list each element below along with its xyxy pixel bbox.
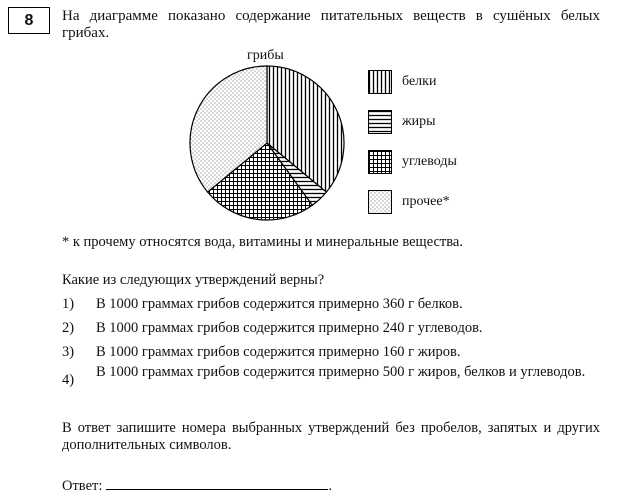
task-number: 8 [8, 7, 50, 34]
option-number: 2) [62, 320, 75, 336]
legend-item [368, 150, 457, 174]
legend-label: прочее* [402, 194, 450, 209]
instruction-text: В ответ запишите номера выбранных утверждений без пробелов, запятых и других дополнительных символов. [62, 420, 600, 453]
legend-label: углеводы [402, 154, 457, 169]
answer-row [62, 477, 332, 495]
option-text: В 1000 граммах грибов содержится примерно 240 г углеводов. [96, 320, 483, 336]
legend-label: белки [402, 74, 437, 89]
option-number: 1) [62, 296, 75, 312]
answer-label: Ответ: [62, 478, 103, 494]
chart-title: грибы [247, 48, 284, 63]
intro-text: На диаграмме показано содержание питательных веществ в сушёных белых грибах. [62, 8, 600, 41]
answer-suffix: . [328, 478, 332, 494]
chart-legend [368, 66, 508, 226]
option-number: 4) [62, 372, 75, 388]
legend-item [368, 190, 450, 214]
option-number: 3) [62, 344, 75, 360]
answer-field[interactable] [106, 477, 328, 490]
option-text: В 1000 граммах грибов содержится примерно 500 г жиров, белков и углеводов. [96, 364, 586, 380]
legend-item [368, 110, 436, 134]
option-text: В 1000 граммах грибов содержится примерно 360 г белков. [96, 296, 463, 312]
footnote: * к прочему относятся вода, витамины и минеральные вещества. [62, 234, 463, 250]
option-text: В 1000 граммах грибов содержится примерно 160 г жиров. [96, 344, 461, 360]
legend-swatch [368, 150, 392, 174]
legend-swatch [368, 190, 392, 214]
legend-swatch [368, 70, 392, 94]
legend-item [368, 70, 436, 94]
legend-swatch [368, 110, 392, 134]
pie-chart [188, 64, 346, 222]
question-text: Какие из следующих утверждений верны? [62, 272, 325, 288]
legend-label: жиры [402, 114, 436, 129]
